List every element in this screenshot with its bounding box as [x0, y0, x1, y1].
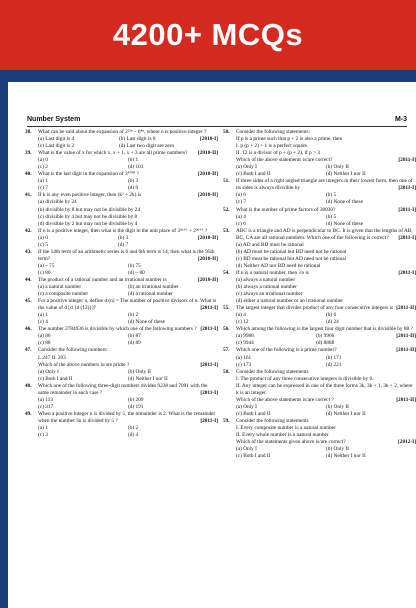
- question-text: [236, 418, 416, 425]
- question-number: 45.: [25, 298, 32, 305]
- statement: I. Every composite number is a natural number: [236, 424, 336, 431]
- exam-year: [2010-II]: [197, 255, 218, 262]
- question-body: [236, 326, 416, 347]
- option: (a) 4: [236, 312, 246, 319]
- question-body: [38, 383, 218, 411]
- question-number: 43.: [25, 248, 32, 255]
- question-text: [38, 347, 218, 354]
- exam-year: [2011-I]: [398, 234, 416, 241]
- option: (a) 1: [38, 424, 48, 431]
- option: (b) 9966: [316, 333, 335, 340]
- question-body: [38, 192, 218, 227]
- prompt-text: Which of the above numbers is/are prime ?: [38, 361, 130, 368]
- options: [236, 404, 416, 418]
- question-stem: Which among the following is the largest four digit number that is divisible by 88 ?: [236, 326, 413, 333]
- question-number: 49.: [25, 410, 32, 417]
- question-body: [236, 129, 416, 178]
- question-stem: Consider the following statements: [236, 368, 309, 375]
- header-strip: [0, 70, 416, 82]
- exam-year: [2012-I]: [398, 439, 416, 446]
- option: (d) either a natural number or an irrational number: [236, 298, 344, 305]
- question: [223, 305, 416, 326]
- question: [25, 326, 218, 347]
- option: (a) – 75: [38, 262, 55, 269]
- question: [223, 269, 416, 305]
- option: (c) 173: [236, 361, 252, 368]
- option: (d) 24: [326, 319, 339, 326]
- options: [38, 157, 218, 171]
- question-number: 41.: [25, 192, 32, 199]
- question-stem: What is the number of prime factors of 30030?: [236, 206, 336, 213]
- option: (a) a natural number: [38, 284, 82, 291]
- question-stem: Consider the following statements:: [236, 129, 310, 135]
- question: [25, 227, 218, 249]
- question-body: [38, 249, 218, 277]
- question-number: 58.: [223, 368, 230, 375]
- option: (b) Only II: [326, 446, 349, 453]
- question-stem: The largest integer that divides product of any four consecutive integers is: [236, 305, 394, 312]
- option: (a) 4: [236, 213, 246, 220]
- option: (b) 1: [128, 157, 139, 164]
- header-rule: [27, 126, 407, 127]
- question-text: [236, 270, 416, 277]
- question-number: 47.: [25, 347, 32, 354]
- question-stem: For a positive integer n, define d (n) = The number of positive divisors of n. What is the value of d [d {d (12)}]?: [38, 298, 217, 312]
- option: (d) a rational number: [128, 291, 173, 298]
- question-number: 42.: [25, 227, 32, 234]
- option: (d) None of these: [326, 199, 363, 206]
- option: (d) Neither AD nor BD need be rational: [236, 262, 321, 269]
- exam-year: [2011-II]: [396, 347, 416, 354]
- exam-year: [2011-I]: [398, 185, 416, 192]
- exam-year: [2011-II]: [396, 333, 416, 340]
- option: (c) BD must be rational but AD need not be rational: [236, 255, 347, 262]
- question-body: [236, 347, 416, 368]
- question-prompt: [236, 397, 416, 404]
- question-body: [236, 178, 416, 206]
- option: (b) AD must be rational but BD need not be rational: [236, 248, 347, 255]
- question-body: [236, 369, 416, 418]
- statement: II. Every whole number is a natural number: [236, 432, 329, 439]
- page-number: M-3: [394, 116, 407, 123]
- options: [38, 263, 218, 277]
- option: (b) 171: [326, 354, 342, 361]
- statement: I. p (p + 2) + 1 is a perfect square.: [236, 143, 309, 150]
- question-stem: When a positive integer n is divided by 5, the remainder is 2. What is the remainder when the number 3n is divided by 5 ?: [38, 410, 216, 424]
- question-stem: If k is any even positive integer, then (k² + 2k) is: [38, 192, 142, 199]
- exam-year: [2010-II]: [197, 171, 218, 178]
- statement: II. 12 is a divisor of p + (p + 2), if p > 3: [236, 150, 320, 157]
- exam-year: [2010-I]: [200, 136, 218, 143]
- question: [25, 248, 218, 277]
- options: [236, 333, 396, 347]
- question-body: [236, 228, 416, 270]
- option: (d) Neither I nor II: [326, 410, 366, 417]
- option: (d) Neither I nor II: [326, 171, 366, 178]
- question: [25, 171, 218, 192]
- option: (c) always an irrational number: [236, 291, 303, 298]
- options: [236, 312, 416, 326]
- option: (b) Only II: [326, 164, 349, 171]
- option: (c) 9944: [236, 340, 254, 347]
- question-text: [236, 228, 416, 242]
- statement: If p is a prime such that p + 2 is also a prime, then: [236, 136, 343, 143]
- exam-year: [2011-I]: [200, 417, 218, 424]
- question-body: [38, 228, 218, 249]
- question-stem: If the 14th term of an arithmetic series is 6 and 6th term is 14, then what is the 95th term?: [38, 248, 215, 262]
- question-text: [236, 347, 416, 354]
- question: [25, 298, 218, 326]
- option: (c) Last digit is 2: [38, 143, 75, 150]
- option: (b) 2: [128, 312, 139, 319]
- option: (b) 2: [128, 424, 139, 431]
- question-text: [236, 129, 416, 136]
- question: [223, 417, 416, 460]
- option: (d) divisible by 2 but may not be divisible by 4: [38, 220, 138, 227]
- question-text: [38, 298, 218, 312]
- option: (a) 9988: [236, 333, 254, 340]
- prompt-text: Which of the above statements is/are correct?: [236, 157, 333, 164]
- options: [38, 178, 218, 192]
- question-number: 39.: [25, 150, 32, 157]
- option: (b) an irrational number: [128, 284, 179, 291]
- banner-title: 4200+ MCQs: [112, 17, 304, 52]
- right-column: [223, 129, 416, 460]
- question: [223, 178, 416, 206]
- question-number: 52.: [223, 206, 230, 213]
- option: (c) 317: [38, 403, 54, 410]
- option: (d) None of these: [128, 319, 165, 326]
- option: (c) Both I and II: [38, 375, 73, 382]
- question-number: 50.: [223, 129, 230, 135]
- option: (b) 75: [128, 262, 141, 269]
- exam-year: [2011-II]: [396, 396, 416, 403]
- statement: I. The product of any three consecutive integers is divisible by 6.: [236, 375, 374, 382]
- option: (d) 191: [128, 403, 144, 410]
- options: [38, 312, 218, 326]
- option: (c) 4: [38, 319, 48, 326]
- question-body: [236, 418, 416, 460]
- question-stem: Consider the following statements: [236, 417, 309, 424]
- option: (a) Only I: [236, 403, 257, 410]
- left-column: [25, 129, 218, 439]
- question: [25, 347, 218, 382]
- question-stem: If n is a positive integer, then what is the digit in the unit place of 3²ⁿ⁺¹ + 2²ⁿ⁺¹ ?: [38, 227, 208, 234]
- option: (b) 6: [326, 312, 337, 319]
- option: (a) 6: [236, 192, 246, 199]
- option: (a) always a natural number: [236, 276, 296, 283]
- option: (d) 8888: [316, 340, 335, 347]
- exam-year: [2011-I]: [398, 206, 416, 213]
- options: [38, 369, 218, 383]
- question-stem: Consider the following numbers:: [38, 347, 108, 354]
- question-text: [38, 277, 218, 284]
- option: (c) 7: [236, 199, 246, 206]
- option: (c) 7: [38, 185, 48, 192]
- question-number: 56.: [223, 326, 230, 333]
- option: (a) 86: [38, 333, 51, 340]
- prompt-text: Which of the above statements is/are correct ?: [236, 396, 334, 403]
- options: [38, 425, 218, 439]
- question-number: 46.: [25, 326, 32, 333]
- question-body: [236, 207, 416, 228]
- section-title: Number System: [27, 116, 81, 123]
- question-number: 51.: [223, 178, 230, 185]
- option: (c) 6: [236, 220, 246, 227]
- option: (d) 221: [326, 361, 342, 368]
- question: [223, 227, 416, 270]
- exam-year: [2011-I]: [200, 305, 218, 312]
- option: (d) 89: [128, 340, 141, 347]
- option: (a) Only I: [236, 446, 257, 453]
- question-number: 55.: [223, 305, 230, 312]
- option: (c) a composite number: [38, 291, 89, 298]
- option: (c) 2: [38, 164, 48, 171]
- question-body: [38, 411, 218, 439]
- option: (a) Last digit is 4: [38, 136, 75, 143]
- exam-year: [2011-I]: [398, 157, 416, 164]
- exam-year: [2011-I]: [200, 389, 218, 396]
- question-number: 54.: [223, 269, 230, 276]
- option: (d) 7: [117, 241, 129, 248]
- question-number: 53.: [223, 227, 230, 234]
- question-stem: What can be said about the expansion of 2¹²ⁿ – 6⁴ⁿ, where n is positive integer ?: [38, 129, 207, 135]
- option: (b) divisible by 8 but may not be divisible by 24: [38, 206, 141, 213]
- statement: II. Any integer can be expressed in one of the three forms 3k, 3k + 1, 3k + 2, where k is an integer.: [236, 382, 413, 396]
- question-body: [38, 277, 218, 298]
- option: (d) 4: [128, 432, 139, 439]
- option: (d) 9: [128, 185, 139, 192]
- option: (c) 3: [38, 432, 48, 439]
- question-body: [38, 298, 218, 326]
- option: (c) Both I and II: [236, 171, 271, 178]
- question: [25, 276, 218, 298]
- option: (b) 3: [117, 234, 129, 241]
- question: [25, 129, 218, 150]
- side-strip: [0, 82, 8, 608]
- option: (b) 209: [128, 396, 144, 403]
- option: (d) None of these: [326, 220, 363, 227]
- question-stem: If n is a natural number, then √n is: [236, 269, 309, 276]
- option: (c) 80: [38, 269, 51, 276]
- option: (c) Both I and II: [236, 453, 271, 460]
- exam-year: [2010-II]: [197, 150, 218, 157]
- exam-year: [2010-II]: [197, 276, 218, 283]
- option: (b) always a rational number: [236, 284, 297, 291]
- question-body: [236, 305, 416, 326]
- option: (b) Only II: [326, 403, 349, 410]
- options: [236, 446, 416, 460]
- question-stem: Which one of the following three-digit numbers divides 9238 and 7091 with the same remainder in each case ?: [38, 382, 208, 396]
- option: (c) divisible by 4 but may not be divisible by 8: [38, 213, 138, 220]
- question-body: [236, 270, 416, 305]
- option: (c) 5: [38, 241, 48, 248]
- question-body: [38, 326, 218, 347]
- option: (b) 87: [128, 333, 141, 340]
- options: [236, 192, 416, 206]
- options: [38, 333, 218, 347]
- question-stem: If three sides of a right angled triangle are integers in their lowest form, then one of its sides is always divisible by: [236, 178, 413, 192]
- question-text: [236, 207, 416, 214]
- options: [38, 235, 198, 249]
- question-stem: What is the value of x for which x, x + 1, x + 3 are all prime numbers?: [38, 150, 188, 157]
- question-prompt: [38, 362, 218, 369]
- options: [38, 136, 200, 150]
- exam-year: [2010-II]: [197, 234, 218, 241]
- prompt-text: Which of the statements given above is/are correct?: [236, 439, 346, 446]
- option: (a) 1: [38, 178, 48, 185]
- option: (d) Last two digit are zero: [119, 143, 175, 150]
- option: (c) 12: [236, 319, 249, 326]
- question-stem: ABC is a triangle and AD is perpendicular to BC. It is given that the lengths of AB, BC, CA are all rational numbers. Which one of the following is correct?: [236, 227, 413, 241]
- question-stem: Which one of the following is a prime number?: [236, 347, 337, 354]
- option: (d) Neither I nor II: [326, 453, 366, 460]
- question-text: [236, 369, 416, 376]
- question: [25, 192, 218, 227]
- question-body: [38, 129, 218, 150]
- statement: I. 247 II. 203: [38, 354, 66, 361]
- question: [223, 326, 416, 347]
- exam-year: [2010-II]: [197, 192, 218, 199]
- option: (a) 0: [38, 234, 48, 241]
- question: [25, 150, 218, 171]
- option: (a) Only I: [38, 368, 59, 375]
- question-body: [38, 150, 218, 171]
- question-number: 44.: [25, 276, 32, 283]
- exam-year: [2011-I]: [200, 361, 218, 368]
- options: [38, 284, 218, 298]
- question-number: 38.: [25, 129, 32, 135]
- option: (d) – 80: [128, 269, 145, 276]
- running-header: [27, 114, 407, 126]
- options: [236, 214, 416, 228]
- question-body: [38, 347, 218, 382]
- option: (a) AD and BD must be rational: [236, 241, 304, 248]
- option: (b) Last digit is 8: [119, 136, 156, 143]
- option: (a) 1: [38, 312, 48, 319]
- exam-year: [2011-II]: [396, 305, 416, 312]
- options: [236, 355, 416, 369]
- question-number: 59.: [223, 417, 230, 424]
- options: [38, 397, 218, 411]
- question: [223, 347, 416, 368]
- option: (b) Only II: [128, 368, 151, 375]
- question-text: [236, 178, 416, 192]
- option: (b) 5: [326, 192, 337, 199]
- option: (a) 113: [38, 396, 53, 403]
- question-number: 48.: [25, 382, 32, 389]
- banner: [0, 0, 416, 70]
- option: (c) Both I and II: [236, 410, 271, 417]
- option: (a) 161: [236, 354, 252, 361]
- exam-year: [2011-I]: [200, 326, 218, 333]
- question-body: [38, 171, 218, 192]
- question: [223, 129, 416, 178]
- question-number: 57.: [223, 347, 230, 354]
- option: (a) Only I: [236, 164, 257, 171]
- option: (c) 88: [38, 340, 51, 347]
- option: (d) Neither I nor II: [128, 375, 168, 382]
- option: (b) 3: [128, 178, 139, 185]
- question-stem: The number 2784936 is divisible by which one of the following numbers ?: [38, 326, 197, 333]
- question: [223, 206, 416, 228]
- option: (a) divisible by 24: [38, 199, 77, 206]
- option: (b) 5: [326, 213, 337, 220]
- question: [223, 368, 416, 418]
- exam-year: [2011-I]: [398, 269, 416, 276]
- option: (d) 101: [128, 164, 144, 171]
- question-text: [38, 249, 218, 263]
- question-text: [38, 411, 218, 425]
- question: [25, 410, 218, 439]
- question: [25, 382, 218, 411]
- question-text: [38, 383, 218, 397]
- question-stem: What is the last digit in the expansion of 3⁴⁷⁰⁸ ?: [38, 171, 139, 178]
- option: (a) 0: [38, 157, 48, 164]
- question-stem: The product of a rational number and an irrational number is: [38, 276, 167, 283]
- question-number: 40.: [25, 171, 32, 178]
- options: [236, 164, 416, 178]
